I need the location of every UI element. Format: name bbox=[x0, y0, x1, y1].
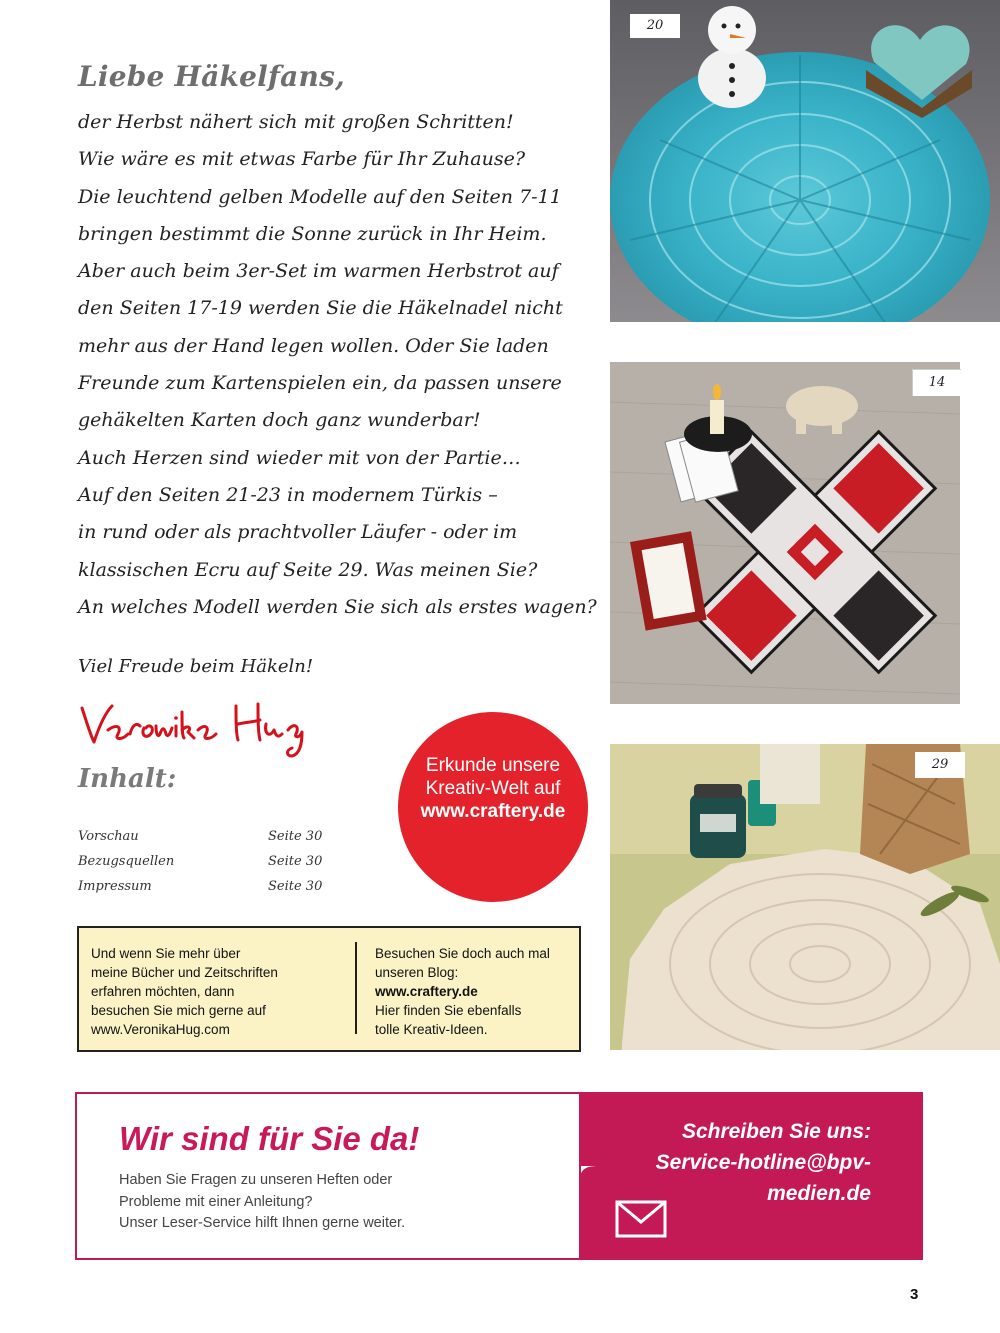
service-text-line: Haben Sie Fragen zu unseren Heften oder bbox=[119, 1172, 393, 1188]
service-info-panel bbox=[75, 1092, 581, 1260]
service-text-line: Probleme mit einer Anleitung? bbox=[119, 1193, 313, 1210]
letter-line: mehr aus der Hand legen wollen. Oder Sie laden bbox=[78, 334, 549, 357]
contact-line: Schreiben Sie uns: bbox=[681, 1120, 871, 1143]
service-title: Wir sind für Sie da! bbox=[119, 1120, 420, 1157]
letter-line: bringen bestimmt die Sonne zurück in Ihr Heim. bbox=[78, 222, 547, 245]
photo-ecru-doily bbox=[610, 744, 1000, 1050]
letter-line: gehäkelten Karten doch ganz wunderbar! bbox=[78, 409, 481, 432]
info-line: Und wenn Sie mehr über bbox=[91, 946, 241, 961]
service-email-link[interactable]: Service-hotline@bpv- bbox=[655, 1151, 871, 1174]
info-line: erfahren möchten, dann bbox=[91, 984, 235, 999]
contents-item-page: Seite 30 bbox=[268, 879, 323, 894]
letter-closing: Viel Freude beim Häkeln! bbox=[78, 656, 314, 677]
contents-item-label: Impressum bbox=[78, 879, 152, 894]
promo-line: Erkunde unsere bbox=[425, 755, 561, 776]
contents-item bbox=[78, 854, 338, 879]
letter-body bbox=[78, 104, 598, 626]
letter-line: Auch Herzen sind wieder mit von der Partie… bbox=[78, 446, 521, 469]
service-contact-panel bbox=[579, 1092, 923, 1260]
info-line: Hier finden Sie ebenfalls bbox=[375, 1003, 522, 1018]
veronikahug-link[interactable]: www.VeronikaHug.com bbox=[91, 1022, 230, 1037]
contents-item-page: Seite 30 bbox=[268, 829, 323, 844]
letter-greeting: Liebe Häkelfans, bbox=[78, 60, 345, 93]
info-box-right bbox=[375, 944, 575, 1039]
info-line: Besuchen Sie doch auch mal bbox=[375, 946, 550, 961]
letter-line: Wie wäre es mit etwas Farbe für Ihr Zuhause? bbox=[78, 148, 526, 171]
info-box-left bbox=[91, 944, 341, 1039]
info-box-divider bbox=[355, 942, 357, 1034]
contents-item-page: Seite 30 bbox=[268, 854, 323, 869]
contents-item-label: Bezugsquellen bbox=[78, 854, 175, 869]
page-number: 3 bbox=[910, 1286, 919, 1303]
letter-line: in rund oder als prachtvoller Läufer - oder im bbox=[78, 521, 518, 544]
service-text bbox=[119, 1170, 405, 1235]
contents-list bbox=[78, 829, 338, 904]
craftery-blog-link[interactable]: www.craftery.de bbox=[375, 984, 478, 999]
promo-line: Kreativ-Welt auf bbox=[425, 778, 561, 799]
photo-turquoise-doily bbox=[610, 0, 1000, 322]
letter-line: An welches Modell werden Sie sich als erstes wagen? bbox=[78, 595, 597, 618]
letter-line: der Herbst nähert sich mit großen Schritten! bbox=[78, 111, 514, 133]
info-line: besuchen Sie mich gerne auf bbox=[91, 1003, 266, 1018]
page-tag: 20 bbox=[630, 14, 680, 38]
info-line: meine Bücher und Zeitschriften bbox=[91, 965, 278, 980]
info-line: tolle Kreativ-Ideen. bbox=[375, 1022, 488, 1037]
contents-item bbox=[78, 879, 338, 904]
letter-line: Auf den Seiten 21-23 in modernem Türkis – bbox=[78, 483, 498, 506]
service-contact bbox=[571, 1116, 871, 1209]
signature bbox=[78, 690, 328, 760]
craftery-promo-circle[interactable] bbox=[398, 712, 588, 902]
info-line: unseren Blog: bbox=[375, 965, 459, 980]
letter-line: Die leuchtend gelben Modelle auf den Seiten 7-11 bbox=[78, 185, 562, 208]
contents-title: Inhalt: bbox=[78, 764, 177, 794]
photo-card-doily bbox=[610, 362, 960, 704]
promo-url-link[interactable]: www.craftery.de bbox=[420, 801, 566, 822]
contents-item-label: Vorschau bbox=[78, 829, 139, 844]
service-text-line: Unser Leser-Service hilft Ihnen gerne weiter. bbox=[119, 1215, 406, 1231]
service-email-link[interactable]: medien.de bbox=[767, 1182, 871, 1205]
letter-line: klassischen Ecru auf Seite 29. Was meinen Sie? bbox=[78, 558, 538, 581]
info-box bbox=[77, 926, 581, 1052]
letter-line: Aber auch beim 3er-Set im warmen Herbstrot auf bbox=[78, 260, 559, 283]
contents-item bbox=[78, 829, 338, 854]
envelope-icon bbox=[615, 1200, 667, 1238]
page-tag: 14 bbox=[912, 369, 961, 396]
letter-line: den Seiten 17-19 werden Sie die Häkelnadel nicht bbox=[78, 297, 563, 320]
letter-line: Freunde zum Kartenspielen ein, da passen unsere bbox=[78, 372, 562, 395]
page-tag: 29 bbox=[915, 752, 965, 778]
service-box bbox=[75, 1092, 923, 1262]
